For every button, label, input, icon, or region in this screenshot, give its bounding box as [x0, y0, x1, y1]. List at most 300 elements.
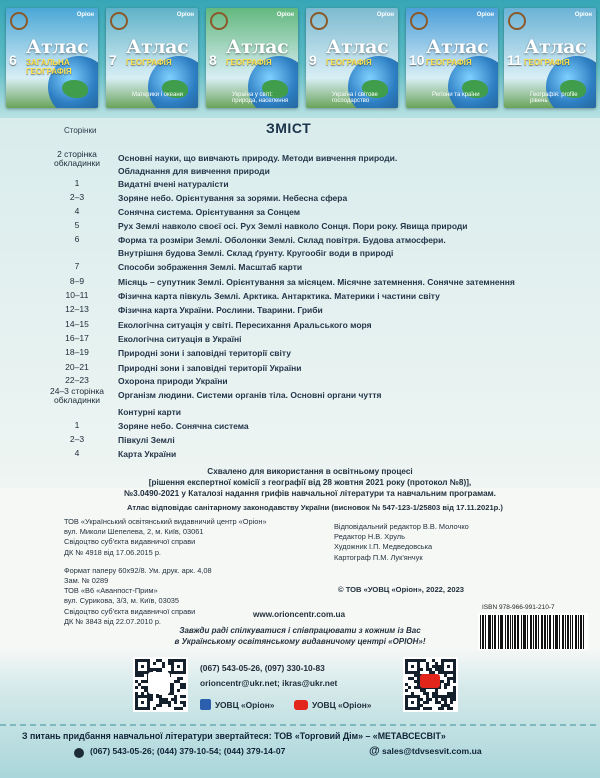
qr-module [441, 680, 444, 683]
qr-module [171, 662, 174, 665]
qr-module [417, 662, 420, 665]
barcode-bar [549, 615, 550, 649]
purchase-info: З питань придбання навчальної літератури звертайтеся: ТОВ «Торговий Дім» – «МЕТАВСЕСВІТ» [22, 731, 446, 741]
qr-module [177, 680, 180, 683]
cover-brand: Оріон [574, 12, 592, 18]
toc-item [0, 221, 600, 235]
qr-module [174, 671, 177, 674]
contour-maps-header: Контурні карти [118, 407, 182, 417]
qr-module [438, 695, 441, 698]
qr-module [444, 671, 447, 674]
qr-module [408, 659, 411, 662]
qr-module [453, 674, 456, 677]
qr-module [417, 695, 420, 698]
cover-subject: ГЕОГРАФІЯ [326, 58, 372, 67]
qr-module [159, 701, 162, 704]
qr-module [183, 683, 186, 686]
imprint-line [64, 558, 267, 566]
qr-module [147, 659, 150, 662]
qr-module [177, 689, 180, 692]
cover-brand: Оріон [476, 12, 494, 18]
imprint-line: ТОВ «В6 «Аванпост-Прим» [64, 586, 158, 596]
toc-item [0, 334, 600, 348]
qr-module [183, 701, 186, 704]
toc-page-number: 20–21 [65, 362, 89, 372]
toc-page-number: 18–19 [65, 347, 89, 357]
sales-phones[interactable]: (067) 543-05-26; (044) 379-10-54; (044) 379-14-07 [90, 746, 286, 756]
ship-wheel-icon [508, 12, 526, 30]
qr-module [426, 698, 429, 701]
cover-subject: ГЕОГРАФІЯ [426, 58, 472, 67]
editor-line: Відповідальний редактор В.В. Молочко [334, 522, 469, 531]
qr-module [405, 698, 408, 701]
qr-module [174, 701, 177, 704]
qr-module [177, 671, 180, 674]
toc-page-number: 2 сторінка обкладинки [54, 149, 100, 168]
qr-module [408, 671, 411, 674]
qr-module [429, 707, 432, 710]
qr-module [417, 698, 420, 701]
qr-module [162, 662, 165, 665]
toc-page-number: 7 [74, 261, 80, 271]
barcode-bar [581, 615, 582, 649]
qr-module [168, 704, 171, 707]
qr-module [174, 698, 177, 701]
barcode-bar [580, 615, 581, 649]
qr-module [147, 698, 150, 701]
qr-module [408, 707, 411, 710]
qr-module [444, 683, 447, 686]
qr-module [420, 698, 423, 701]
qr-module [423, 659, 426, 662]
qr-module [426, 668, 429, 671]
isbn-number: ISBN 978-966-991-210-7 [482, 604, 555, 611]
qr-module [138, 674, 141, 677]
cover-grade-number: 11 [507, 52, 522, 68]
qr-module [138, 671, 141, 674]
imprint-line: Свідоцтво суб'єкта видавничої справи [64, 537, 196, 547]
qr-module [426, 692, 429, 695]
qr-module [162, 701, 165, 704]
qr-module [453, 698, 456, 701]
qr-module [432, 692, 435, 695]
qr-module [171, 665, 174, 668]
atlas-cover-8 [206, 8, 298, 108]
qr-module [423, 707, 426, 710]
pages-column-header: Сторінки [64, 126, 97, 135]
qr-module [426, 662, 429, 665]
imprint-publisher [64, 517, 267, 627]
atlas-cover-10 [406, 8, 498, 108]
imprint-line: ДК № 3843 від 22.07.2010 р. [64, 616, 161, 626]
qr-module [450, 701, 453, 704]
cover-grade-number: 9 [309, 52, 317, 68]
qr-module [423, 689, 426, 692]
qr-module [438, 707, 441, 710]
qr-module [183, 662, 186, 665]
cover-brand: Оріон [276, 12, 294, 18]
cover-grade-number: 8 [209, 52, 217, 68]
qr-module [444, 674, 447, 677]
qr-module [171, 683, 174, 686]
copyright-notice: © ТОВ «УОВЦ «Оріон», 2022, 2023 [338, 585, 465, 594]
qr-module [180, 686, 183, 689]
qr-module [405, 695, 408, 698]
approval-line-1: Схвалено для використання в освітньому процесі [207, 467, 413, 476]
qr-module [135, 707, 138, 710]
qr-module [417, 668, 420, 671]
qr-module [453, 671, 456, 674]
toc-item-title: Місяць – супутник Землі. Орієнтування за місяцем. Місячне затемнення. Сонячне затемнення [118, 277, 515, 287]
toc-item [0, 248, 600, 262]
qr-module [135, 695, 138, 698]
qr-module [180, 671, 183, 674]
qr-module [450, 671, 453, 674]
approval-line-2: [рішення експертної комісії з географії від 28 жовтня 2021 року (протокол №8)], [148, 478, 472, 487]
qr-module [426, 665, 429, 668]
toc-item-title: Екологічна ситуація в Україні [118, 334, 242, 344]
qr-module [405, 665, 408, 668]
qr-module [180, 659, 183, 662]
qr-module [441, 665, 444, 668]
qr-module [411, 665, 414, 668]
toc-page-number: 16–17 [65, 333, 89, 343]
toc-item-title: Охорона природи України [118, 376, 228, 386]
qr-module [438, 701, 441, 704]
ship-wheel-icon [210, 12, 228, 30]
qr-module [435, 701, 438, 704]
qr-module [432, 695, 435, 698]
toc-item [0, 386, 600, 405]
qr-module [147, 704, 150, 707]
qr-module [153, 662, 156, 665]
qr-module [426, 707, 429, 710]
qr-module [144, 686, 147, 689]
qr-module [141, 695, 144, 698]
qr-module [141, 707, 144, 710]
qr-module [411, 695, 414, 698]
qr-module [447, 683, 450, 686]
qr-module [453, 668, 456, 671]
qr-module [171, 671, 174, 674]
toc-item [0, 166, 600, 180]
contact-emails[interactable]: orioncentr@ukr.net; ikras@ukr.net [200, 678, 338, 688]
qr-module [414, 680, 417, 683]
toc-item [0, 262, 600, 276]
qr-module [453, 680, 456, 683]
qr-module [165, 698, 168, 701]
sales-email[interactable]: sales@tdvsesvit.com.ua [382, 746, 482, 756]
qr-module [153, 707, 156, 710]
toc-page-number: 10–11 [65, 290, 89, 300]
qr-module [180, 677, 183, 680]
qr-module [138, 683, 141, 686]
qr-module [444, 695, 447, 698]
qr-module [450, 695, 453, 698]
qr-module [429, 668, 432, 671]
qr-module [453, 695, 456, 698]
toc-item-title: Фізична карта України. Рослини. Тварини. Гриби [118, 305, 323, 315]
toc-item-title: Фізична карта півкуль Землі. Арктика. Антарктика. Материки і частини світу [118, 291, 440, 301]
qr-module [141, 671, 144, 674]
ship-wheel-icon [410, 12, 428, 30]
toc-page-number: 5 [74, 220, 80, 230]
qr-module [405, 659, 408, 662]
contour-maps-header-row [0, 407, 600, 421]
qr-module [429, 698, 432, 701]
qr-module [441, 671, 444, 674]
qr-module [414, 671, 417, 674]
toc-page-number: 2–3 [69, 192, 85, 202]
qr-module [174, 680, 177, 683]
atlas-cover-11 [504, 8, 596, 108]
imprint-line: Свідоцтво суб'єкта видавничої справи [64, 606, 196, 616]
qr-module [447, 704, 450, 707]
youtube-icon[interactable] [294, 700, 308, 710]
qr-module [135, 674, 138, 677]
cover-grade-number: 6 [9, 52, 17, 68]
qr-module [414, 659, 417, 662]
cover-brand: Оріон [76, 12, 94, 18]
qr-module [435, 698, 438, 701]
toc-item [0, 149, 600, 168]
toc-page-number: 4 [74, 448, 80, 458]
qr-module [156, 704, 159, 707]
toc-item-title: Форма та розміри Землі. Оболонки Землі. Склад повітря. Будова атмосфери. [118, 235, 446, 245]
toc-item-title: Природні зони і заповідні території світу [118, 348, 291, 358]
slogan [60, 626, 540, 647]
toc-item [0, 207, 600, 221]
barcode-bar [570, 615, 571, 649]
qr-module [453, 662, 456, 665]
qr-module [423, 701, 426, 704]
toc-item [0, 277, 600, 291]
sanitary-note: Атлас відповідає санітарному законодавству України (висновок № 547-123-1/25803 від 17.11.2021р.) [127, 503, 503, 512]
barcode-bar [556, 615, 557, 649]
barcode-bar [553, 615, 554, 649]
qr-module [444, 659, 447, 662]
qr-module [171, 692, 174, 695]
qr-module [180, 683, 183, 686]
imprint-line: ДК № 4918 від 17.06.2015 р. [64, 547, 161, 557]
toc-page-number: 6 [74, 234, 80, 244]
barcode-bar [555, 615, 556, 649]
toc-item-title: Способи зображення Землі. Масштаб карти [118, 262, 303, 272]
barcode-bar [545, 615, 546, 649]
qr-module [174, 707, 177, 710]
qr-module [405, 701, 408, 704]
cover-atlas-title: Атлас [426, 36, 489, 58]
qr-module [426, 701, 429, 704]
qr-module [147, 668, 150, 671]
qr-module [177, 707, 180, 710]
qr-module [171, 659, 174, 662]
toc-item-title: Рух Землі навколо своєї осі. Рух Землі навколо Сонця. Пори року. Явища природи [118, 221, 468, 231]
qr-module [447, 659, 450, 662]
toc-page-number: 2–3 [69, 434, 85, 444]
cover-subject: ГЕОГРАФІЯ [524, 58, 570, 67]
qr-module [447, 680, 450, 683]
qr-module [141, 665, 144, 668]
qr-module [420, 668, 423, 671]
contact-phones[interactable]: (067) 543-05-26, (097) 330-10-83 [200, 663, 325, 673]
qr-module [141, 680, 144, 683]
qr-module [411, 659, 414, 662]
toc-item-title: Обладнання для вивчення природи [118, 166, 270, 176]
qr-module [417, 659, 420, 662]
atlas-covers-row [6, 8, 596, 110]
qr-module [414, 695, 417, 698]
approval-statement [60, 466, 560, 499]
qr-module [135, 665, 138, 668]
qr-module [174, 695, 177, 698]
website-link[interactable]: www.orioncentr.com.ua [253, 610, 346, 619]
barcode-bar [544, 615, 545, 649]
qr-module [414, 707, 417, 710]
toc-item [0, 348, 600, 362]
qr-module [144, 707, 147, 710]
toc-item [0, 363, 600, 377]
qr-module [147, 695, 150, 698]
qr-module [405, 668, 408, 671]
toc-item [0, 193, 600, 207]
qr-module [147, 665, 150, 668]
barcode-bar [572, 615, 573, 649]
qr-module [417, 671, 420, 674]
imprint-line: ТОВ «Український освітянський видавничий центр «Оріон» [64, 517, 267, 526]
qr-module [141, 692, 144, 695]
phone-icon [74, 748, 84, 758]
qr-module [159, 668, 162, 671]
qr-module [441, 704, 444, 707]
cover-grade-number: 10 [409, 52, 425, 68]
qr-module [435, 662, 438, 665]
qr-module [417, 665, 420, 668]
imprint-line: Зам. № 0289 [64, 576, 109, 586]
toc-item-title: Карта України [118, 449, 177, 459]
qr-module [450, 659, 453, 662]
barcode-bar [542, 615, 543, 649]
qr-module [174, 659, 177, 662]
editor-line: Картограф П.М. Лук'янчук [334, 552, 423, 562]
contour-map-item [0, 449, 600, 463]
qr-module [135, 662, 138, 665]
qr-module [444, 698, 447, 701]
qr-module [159, 659, 162, 662]
qr-module [159, 695, 162, 698]
qr-module [171, 686, 174, 689]
qr-module [417, 701, 420, 704]
toc-item-title: Сонячна система. Орієнтування за Сонцем [118, 207, 300, 217]
youtube-label[interactable]: УОВЦ «Оріон» [312, 700, 372, 710]
qr-module [135, 704, 138, 707]
qr-module [165, 701, 168, 704]
qr-module [168, 701, 171, 704]
cover-brand: Оріон [176, 12, 194, 18]
qr-module [171, 698, 174, 701]
imprint-editors [334, 522, 469, 563]
toc-page-number: 22–23 [65, 375, 89, 385]
toc-item [0, 305, 600, 319]
ship-wheel-icon [310, 12, 328, 30]
cover-atlas-title: Атлас [524, 36, 587, 58]
barcode-bar [567, 615, 568, 649]
toc-item-title: Організм людини. Системи органів тіла. Основні органи чуття [118, 390, 382, 400]
qr-module [426, 695, 429, 698]
qr-module [435, 665, 438, 668]
barcode-bar [559, 615, 560, 649]
qr-module [183, 695, 186, 698]
qr-module [141, 659, 144, 662]
cover-atlas-title: Атлас [226, 36, 289, 58]
qr-module [405, 683, 408, 686]
toc-item-title: Півкулі Землі [118, 435, 175, 445]
qr-module [414, 686, 417, 689]
qr-module [420, 659, 423, 662]
qr-module [450, 698, 453, 701]
qr-module [447, 692, 450, 695]
qr-module [420, 704, 423, 707]
barcode-bar [557, 615, 558, 649]
ship-wheel-icon [110, 12, 128, 30]
qr-module [435, 668, 438, 671]
qr-module [453, 677, 456, 680]
email-icon: @ [369, 745, 380, 757]
barcode-bar [550, 615, 551, 649]
qr-module [147, 701, 150, 704]
qr-module [411, 692, 414, 695]
qr-module [408, 686, 411, 689]
qr-module [405, 704, 408, 707]
qr-module [162, 665, 165, 668]
qr-module [144, 659, 147, 662]
qr-module [444, 704, 447, 707]
toc-page-number: 8–9 [69, 276, 85, 286]
qr-module [144, 695, 147, 698]
toc-item [0, 320, 600, 334]
qr-module [138, 695, 141, 698]
cover-subject: ГЕОГРАФІЯ [126, 58, 172, 67]
qr-module [180, 695, 183, 698]
qr-module [450, 692, 453, 695]
qr-module [450, 677, 453, 680]
barcode-bar [583, 615, 584, 649]
barcode-bar [563, 615, 564, 649]
qr-module [135, 698, 138, 701]
qr-module [141, 701, 144, 704]
barcode-bar [547, 615, 548, 649]
qr-module [405, 707, 408, 710]
qr-module [408, 677, 411, 680]
qr-module [135, 680, 138, 683]
qr-module [135, 659, 138, 662]
qr-module [405, 689, 408, 692]
facebook-label[interactable]: УОВЦ «Оріон» [215, 700, 275, 710]
qr-module [420, 689, 423, 692]
facebook-icon[interactable] [200, 699, 211, 710]
qr-module [168, 659, 171, 662]
qr-module [411, 707, 414, 710]
barcode-bar [568, 615, 569, 649]
qr-module [177, 665, 180, 668]
qr-module [135, 671, 138, 674]
barcode-bar [578, 615, 579, 649]
qr-module [144, 671, 147, 674]
qr-module [453, 689, 456, 692]
qr-module [162, 698, 165, 701]
qr-module [417, 707, 420, 710]
ship-wheel-icon [10, 12, 28, 30]
